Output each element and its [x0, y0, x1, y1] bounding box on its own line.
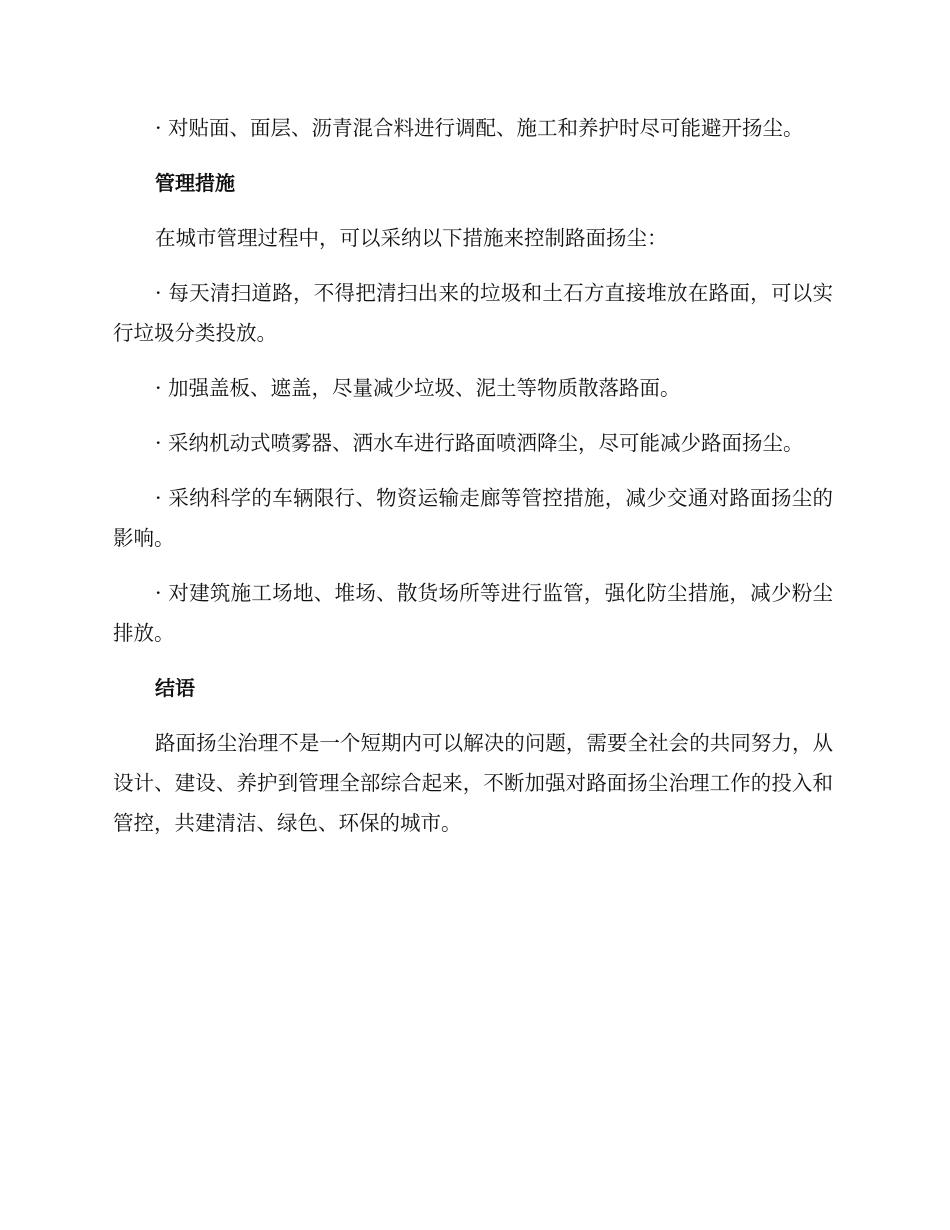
document-body [113, 108, 833, 858]
bullet-covering: · 加强盖板、遮盖，尽量减少垃圾、泥土等物质散落路面。 [155, 376, 681, 400]
bullet-site-supervision: · 对建筑施工场地、堆场、散货场所等进行监管，强化防尘措施，减少粉尘排放。 [113, 581, 833, 645]
bullet-traffic-control: · 采纳科学的车辆限行、物资运输走廊等管控措施，减少交通对路面扬尘的影响。 [113, 486, 833, 550]
bullet-spraying: · 采纳机动式喷雾器、洒水车进行路面喷洒降尘，尽可能减少路面扬尘。 [155, 431, 804, 455]
bullet-dust-avoidance: · 对贴面、面层、沥青混合料进行调配、施工和养护时尽可能避开扬尘。 [155, 116, 804, 140]
bullet-daily-cleaning: · 每天清扫道路，不得把清扫出来的垃圾和土石方直接堆放在路面，可以实行垃圾分类投放。 [113, 281, 833, 345]
conclusion-paragraph: 路面扬尘治理不是一个短期内可以解决的问题，需要全社会的共同努力，从设计、建设、养护到管理全部综合起来，不断加强对路面扬尘治理工作的投入和管控，共建清洁、绿色、环保的城市。 [113, 731, 833, 835]
section-heading-management: 管理措施 [155, 171, 235, 195]
management-intro: 在城市管理过程中，可以采纳以下措施来控制路面扬尘： [155, 226, 668, 250]
section-heading-conclusion: 结语 [155, 676, 195, 700]
